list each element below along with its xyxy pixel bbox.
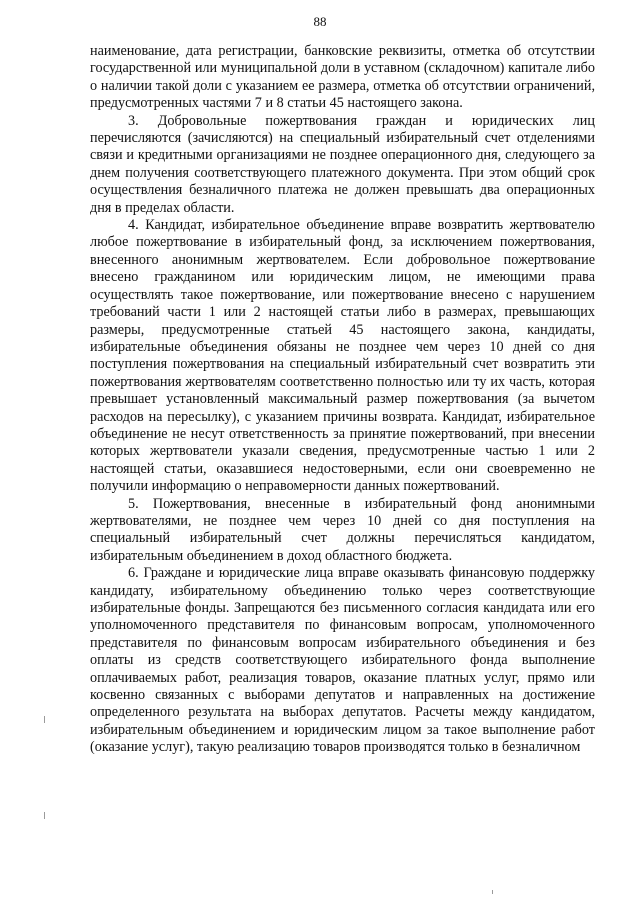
scan-margin-mark bbox=[44, 812, 45, 819]
paragraph-6: 6. Граждане и юридические лица вправе оказывать финансовую поддержку кандидату, избирательному объединению только через соответствующие избирательные фонды. Запрещаются без письменного согласия кандидата или его уполномоченного представителя по финансовым вопросам, уполномоченного представителя по финансовым вопросам избирательного объединения и без оплаты из средств соответствующего избирательного фонда выполнение оплачиваемых работ, реализация товаров, оказание платных услуг, прямо или косвенно связанных с выборами депутатов и направленных на достижение определенного результата на выборах депутатов. Расчеты между кандидатом, избирательным объединением и юридическим лицом за такое выполнение работ (оказание услуг), такую реализацию товаров производятся только в безналичном bbox=[90, 565, 595, 756]
paragraph-4: 4. Кандидат, избирательное объединение вправе возвратить жертвователю любое пожертвование в избирательный фонд, за исключением пожертвования, внесенного анонимным жертвователем. Если добровольное пожертвование внесено гражданином или юридическим лицом, не имеющими права осуществлять такое пожертвование, или пожертвование внесено с нарушением требований части 1 или 2 настоящей статьи либо в размерах, превышающих размеры, предусмотренные статьей 45 настоящего закона, кандидаты, избирательные объединения обязаны не позднее чем через 10 дней со дня поступления пожертвования на специальный избирательный счет возвратить эти пожертвования жертвователям соответственно полностью или ту их часть, которая превышает установленный максимальный размер пожертвования (за вычетом расходов на пересылку), с указанием причины возврата. Кандидат, избирательное объединение не несут ответственность за принятие пожертвований, при внесении которых жертвователи указали сведения, предусмотренные частью 1 или 2 настоящей статьи, оказавшиеся недостоверными, если они своевременно не получили информацию о неправомерности данных пожертвований. bbox=[90, 217, 595, 495]
scan-margin-mark bbox=[44, 716, 45, 723]
paragraph-continuation: наименование, дата регистрации, банковские реквизиты, отметка об отсутствии государственной или муниципальной доли в уставном (складочном) капитале либо о наличии такой доли с указанием ее размера, отметка об отсутствии ограничений, предусмотренных частями 7 и 8 статьи 45 настоящего закона. bbox=[90, 43, 595, 112]
scan-margin-mark bbox=[492, 890, 493, 894]
paragraph-5: 5. Пожертвования, внесенные в избирательный фонд анонимными жертвователями, не позднее чем через 10 дней со дня поступления на специальный избирательный счет должны перечисляться кандидатом, избирательным объединением в доход областного бюджета. bbox=[90, 495, 595, 564]
document-body bbox=[90, 43, 595, 757]
page-number: 88 bbox=[313, 14, 327, 29]
paragraph-3: 3. Добровольные пожертвования граждан и юридических лиц перечисляются (зачисляются) на специальный избирательный счет отделениями связи и кредитными организациями не позднее операционного дня, следующего за днем получения соответствующего платежного документа. При этом общий срок осуществления безналичного платежа не должен превышать два операционных дня в пределах области. bbox=[90, 112, 595, 216]
